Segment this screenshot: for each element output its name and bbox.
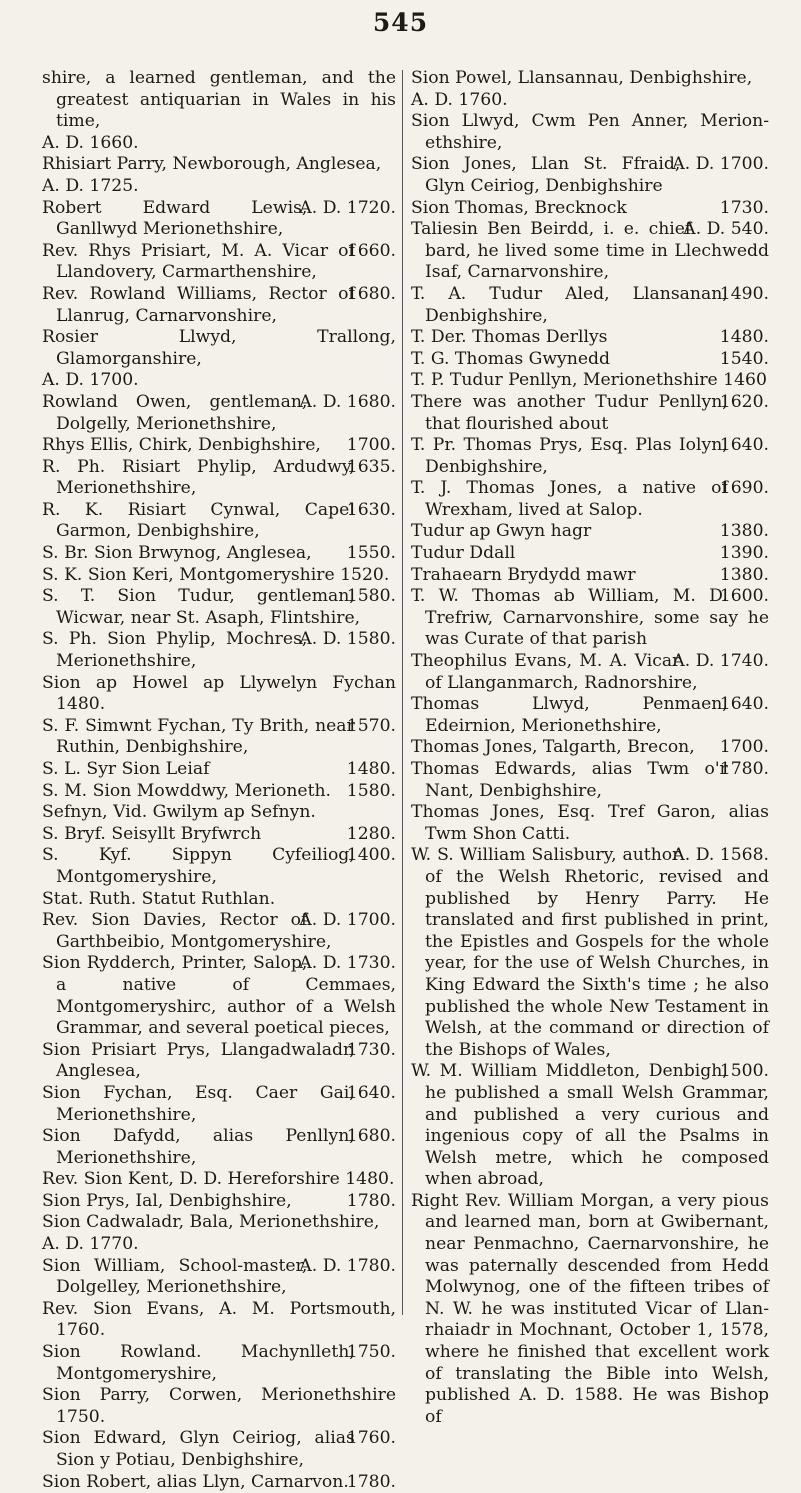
entry-text: S. L. Syr Sion Leiaf	[42, 759, 210, 779]
entry-text: shire, a learned gentleman, and the greatest antiquarian in Wales in his time,	[42, 68, 396, 132]
index-entry	[42, 802, 396, 824]
entry-text: Rosier Llwyd, Trallong, Glamorganshire,	[42, 327, 396, 369]
entry-date: A. D. 1580.	[299, 629, 396, 650]
entry-text: Rev. Sion Davies, Rector of Garthbeibio, Montgomeryshire,	[42, 910, 332, 952]
index-entry	[42, 759, 396, 781]
entry-text: Sefnyn, Vid. Gwilym ap Sefnyn.	[42, 802, 316, 823]
entry-text: Thomas Llwyd, Penmaen, Edeirnion, Merionethshire,	[411, 694, 728, 736]
entry-text: Sion Rydderch, Printer, Salop, a native of Cemmaes, Montgomeryshirc, author of a Welsh Grammar, and several poetical pieces,	[42, 953, 396, 1039]
entry-date: 1690.	[719, 478, 769, 499]
entry-text: Sion Prys, Ial, Denbighshire,	[42, 1190, 292, 1211]
index-entry	[42, 1169, 396, 1191]
index-entry	[42, 176, 396, 198]
entry-text: Thomas Edwards, alias Twm o'r Nant, Denbighshire,	[411, 759, 728, 801]
index-entry	[42, 1212, 396, 1234]
entry-date: 1280.	[346, 823, 396, 844]
index-entry	[42, 241, 396, 284]
entry-text: Sion Dafydd, alias Penllyn, Merionethshire,	[42, 1126, 355, 1168]
index-entry	[42, 370, 396, 392]
entry-text: Sion Rowland. Machynlleth, Montgomeryshire,	[42, 1342, 355, 1384]
entry-text: Sion Powel, Llansannau, Denbighshire,	[411, 68, 753, 88]
entry-text: A. D. 1700.	[42, 370, 139, 391]
entry-text: T. W. Thomas ab William, M. D. Trefriw, Carnarvonshire, some say he was Curate of that parish	[411, 586, 769, 650]
index-entry	[411, 759, 769, 802]
index-entry	[42, 133, 396, 155]
entry-date: 1580.	[346, 780, 396, 801]
entry-date: A. D. 1730.	[299, 953, 396, 974]
index-entry	[411, 565, 769, 587]
entry-date: 1580.	[346, 586, 396, 607]
entry-text: Tudur ap Gwyn hagr	[411, 521, 592, 542]
entry-date: 1700.	[346, 435, 396, 456]
index-entry	[42, 824, 396, 846]
entry-date: 1490.	[719, 283, 769, 304]
index-entry	[411, 521, 769, 543]
entry-text: Sion Cadwaladr, Bala, Merionethshire,	[42, 1212, 380, 1233]
entry-text: S. F. Simwnt Fychan, Ty Brith, near Ruthin, Denbighshire,	[42, 715, 355, 758]
index-entry	[42, 284, 396, 327]
index-entry	[42, 457, 396, 500]
entry-text: S. M. Sion Mowddwy, Merioneth.	[42, 780, 332, 801]
entry-text: Rev. Sion Kent, D. D. Hereforshire 1480.	[42, 1169, 395, 1190]
entry-text: A. D. 1770.	[42, 1234, 139, 1255]
entry-date: 1730.	[346, 1039, 396, 1060]
entry-text: Stat. Ruth. Statut Ruthlan.	[42, 888, 276, 909]
entry-text: T. G. Thomas Gwynedd	[411, 348, 611, 369]
column-divider	[402, 70, 403, 1315]
index-entry	[42, 543, 396, 565]
entry-date: A. D. 1700.	[299, 910, 396, 931]
index-entry	[411, 90, 769, 112]
entry-date: A. D. 1740.	[672, 651, 769, 672]
entry-text: Rhys Ellis, Chirk, Denbighshire,	[42, 435, 321, 456]
index-entry	[411, 802, 769, 845]
index-entry	[42, 586, 396, 629]
index-entry	[411, 68, 769, 90]
entry-text: Sion ap Howel ap Llywelyn Fychan 1480.	[42, 672, 396, 715]
entry-date: 1700.	[719, 737, 769, 758]
entry-text: S. Bryf. Seisyllt Bryfwrch	[42, 823, 262, 844]
entry-text: S. Ph. Sion Phylip, Mochres, Merionethshire,	[42, 629, 308, 672]
entry-date: A. D. 1720.	[299, 197, 396, 218]
entry-date: 1680.	[346, 1126, 396, 1147]
entry-date: 1780.	[346, 1190, 396, 1211]
entry-text: Theophilus Evans, M. A. Vicar of Llanganmarch, Radnorshire,	[411, 651, 698, 693]
entry-date: 1635.	[346, 456, 396, 477]
index-entry	[42, 500, 396, 543]
index-entry	[411, 349, 769, 371]
entry-date: 1400.	[346, 845, 396, 866]
entry-text: Sion Prisiart Prys, Llangadwaladr, Anglesea,	[42, 1039, 355, 1082]
index-entry	[411, 651, 769, 694]
index-entry	[42, 1040, 396, 1083]
index-entry	[42, 1256, 396, 1299]
index-entry	[42, 1191, 396, 1213]
entry-text: Rev. Rhys Prisiart, M. A. Vicar of Llandovery, Carmarthenshire,	[42, 240, 355, 283]
entry-date: 1620.	[719, 391, 769, 412]
index-entry	[411, 478, 769, 521]
entry-text: Trahaearn Brydydd mawr	[411, 564, 636, 585]
entry-date: A. D. 1680.	[299, 391, 396, 412]
entry-date: A. D. 1700.	[672, 154, 769, 175]
index-entry	[42, 910, 396, 953]
entry-date: 1680.	[346, 283, 396, 304]
entry-date: 1730.	[719, 197, 769, 218]
entry-text: Sion Thomas, Brecknock	[411, 197, 627, 218]
entry-date: 1760.	[346, 1428, 396, 1449]
index-entry	[411, 1061, 769, 1191]
entry-text: Rhisiart Parry, Newborough, Anglesea,	[42, 154, 382, 175]
entry-date: 1640.	[719, 435, 769, 456]
entry-text: Sion Llwyd, Cwm Pen Anner, Merionethshire,	[411, 111, 769, 153]
entry-text: S. K. Sion Keri, Montgomeryshire 1520.	[42, 564, 390, 585]
entry-text: T. Pr. Thomas Prys, Esq. Plas Iolyn, Denbighshire,	[411, 435, 728, 477]
entry-text: Right Rev. William Morgan, a very pious and learned man, born at Gwibernant, near Penmachno, Caernarvonshire, he was paternally descended from Hedd Molwynog, one of the fifteen tribes of N. W. he was instituted Vicar of Llanrhaiadr in Mochnant, October 1, 1578, where he finished that excellent work of translating the Bible into Welsh, published A. D. 1588. He was Bishop of	[411, 1190, 769, 1427]
index-entry	[411, 694, 769, 737]
index-entry	[411, 737, 769, 759]
index-entry	[411, 219, 769, 284]
entry-date: 1780.	[346, 1471, 396, 1492]
left-column	[42, 68, 396, 1493]
entry-date: 1570.	[346, 715, 396, 736]
index-entry	[411, 198, 769, 220]
index-entry	[42, 1083, 396, 1126]
page-number: 545	[372, 8, 429, 37]
entry-date: A. D. 1780.	[299, 1255, 396, 1276]
entry-text: S. T. Sion Tudur, gentleman, Wicwar, near St. Asaph, Flintshire,	[42, 586, 361, 628]
index-entry	[42, 198, 396, 241]
entry-text: Sion Robert, alias Llyn, Carnarvon.	[42, 1471, 349, 1492]
index-entry	[411, 327, 769, 349]
entry-date: 1480.	[346, 759, 396, 779]
entry-date: 1380.	[719, 564, 769, 585]
index-entry	[42, 716, 396, 759]
index-entry	[411, 154, 769, 197]
entry-date: A. D. 540.	[683, 219, 769, 240]
entry-text: Sion Jones, Llan St. Ffraid, Glyn Ceiriog, Denbighshire	[411, 154, 681, 196]
entry-text: Sion Edward, Glyn Ceiriog, alias Sion y Potiau, Denbighshire,	[42, 1428, 355, 1470]
entry-text: S. Br. Sion Brwynog, Anglesea,	[42, 543, 312, 564]
index-entry	[42, 68, 396, 133]
index-entry	[411, 586, 769, 651]
entry-date: 1640.	[719, 694, 769, 715]
entry-text: Rev. Rowland Williams, Rector of Llanrug, Carnarvonshire,	[42, 283, 355, 326]
entry-text: Taliesin Ben Beirdd, i. e. chief bard, he lived some time in Llechwedd Isaf, Carnarvonshire,	[411, 219, 769, 283]
index-entry	[42, 1342, 396, 1385]
index-entry	[42, 327, 396, 370]
index-entry	[42, 1299, 396, 1342]
entry-date: 1390.	[719, 543, 769, 564]
index-entry	[42, 1234, 396, 1256]
entry-date: 1750.	[346, 1342, 396, 1363]
entry-text: R. K. Risiart Cynwal, Capel Garmon, Denbighshire,	[42, 499, 355, 542]
entry-text: T. A. Tudur Aled, Llansanan, Denbighshire,	[411, 283, 728, 326]
entry-date: 1480.	[719, 327, 769, 348]
entry-date: 1380.	[719, 521, 769, 542]
index-entry	[411, 111, 769, 154]
index-entry	[42, 889, 396, 911]
entry-text: Rev. Sion Evans, A. M. Portsmouth, 1760.	[42, 1298, 396, 1341]
entry-date: 1550.	[346, 543, 396, 564]
index-entry	[42, 154, 396, 176]
index-entry	[42, 629, 396, 672]
entry-date: 1600.	[719, 586, 769, 607]
index-entry	[411, 392, 769, 435]
entry-text: There was another Tudur Penllyn, that flourished about	[411, 391, 728, 434]
index-entry	[42, 953, 396, 1039]
entry-date: 1500.	[719, 1061, 769, 1082]
index-entry	[411, 1191, 769, 1429]
index-entry	[411, 435, 769, 478]
index-entry	[42, 1385, 396, 1428]
index-entry	[42, 781, 396, 803]
entry-date: A. D. 1568.	[672, 845, 769, 866]
index-entry	[42, 1428, 396, 1471]
entry-text: Tudur Ddall	[411, 543, 516, 564]
entry-text: A. D. 1760.	[411, 89, 508, 110]
index-entry	[42, 435, 396, 457]
index-entry	[411, 845, 769, 1061]
index-entry	[42, 673, 396, 716]
index-entry	[42, 565, 396, 587]
entry-text: W. S. William Salisbury, author of the Welsh Rhetoric, revised and published by Henry Parry. He translated and first published in print, the Epistles and Gospels for the whole year, for the use of Welsh Churches, in King Edward the Sixth's time ; he also published the whole New Testament in Welsh, at the command or direction of the Bishops of Wales,	[411, 845, 769, 1060]
index-entry	[411, 284, 769, 327]
entry-date: 1660.	[346, 240, 396, 261]
entry-text: Sion William, School-master, Dolgelley, Merionethshire,	[42, 1255, 308, 1298]
index-entry	[411, 543, 769, 565]
entry-text: T. Der. Thomas Derllys	[411, 327, 608, 348]
entry-text: Thomas Jones, Talgarth, Brecon,	[411, 737, 695, 758]
entry-text: R. Ph. Risiart Phylip, Ardudwy, Merionethshire,	[42, 456, 355, 499]
right-column	[411, 68, 769, 1428]
entry-text: A. D. 1725.	[42, 175, 139, 196]
index-entry	[42, 845, 396, 888]
index-entry	[411, 370, 769, 392]
entry-text: Sion Fychan, Esq. Caer Gai, Merionethshire,	[42, 1082, 355, 1125]
entry-text: Thomas Jones, Esq. Tref Garon, alias Twm Shon Catti.	[411, 802, 769, 844]
index-entry	[42, 1472, 396, 1493]
entry-text: Robert Edward Lewis, Ganllwyd Merionethshire,	[42, 197, 308, 240]
entry-text: S. Kyf. Sippyn Cyfeiliog, Montgomeryshire,	[42, 845, 355, 887]
entry-date: 1630.	[346, 499, 396, 520]
entry-text: W. M. William Middleton, Denbigh, he published a small Welsh Grammar, and published a very curious and ingenious copy of all the Psalms in Welsh metre, which he composed when abroad,	[411, 1061, 769, 1190]
entry-text: Sion Parry, Corwen, Merionethshire 1750.	[42, 1385, 396, 1427]
entry-text: T. P. Tudur Penllyn, Merionethshire 1460	[411, 370, 767, 391]
entry-date: 1640.	[346, 1082, 396, 1103]
entry-text: T. J. Thomas Jones, a native of Wrexham, lived at Salop.	[411, 478, 728, 520]
entry-date: 1540.	[719, 348, 769, 369]
entry-date: 1780.	[719, 759, 769, 779]
index-entry	[42, 1126, 396, 1169]
index-entry	[42, 392, 396, 435]
entry-text: Rowland Owen, gentleman, Dolgelly, Merionethshire,	[42, 391, 308, 434]
entry-text: A. D. 1660.	[42, 132, 139, 153]
